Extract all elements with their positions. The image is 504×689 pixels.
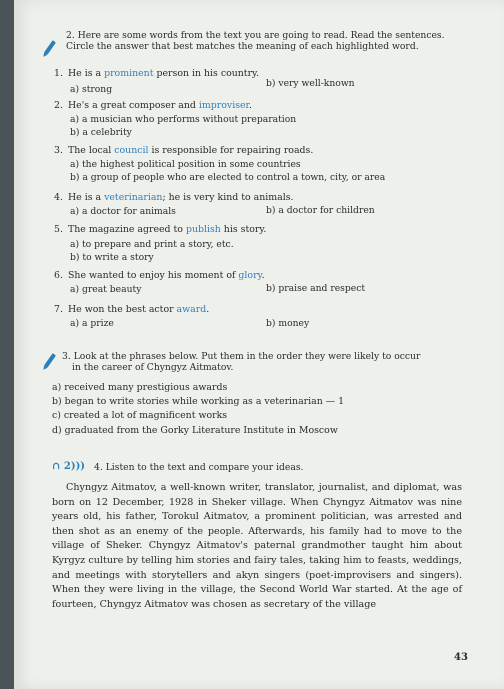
option-b[interactable]: b) a doctor for children <box>266 205 375 216</box>
option-b[interactable]: b) very well-known <box>266 78 355 89</box>
option-a[interactable]: a) a prize <box>70 318 114 329</box>
option-b[interactable]: b) money <box>266 318 310 329</box>
question-6: 6. She wanted to enjoy his moment of glory. <box>54 270 265 281</box>
task3-instruction <box>62 351 482 373</box>
question-5: 5. The magazine agreed to publish his story. <box>54 224 267 235</box>
highlighted-word: glory <box>238 270 262 281</box>
highlighted-word: improviser <box>198 100 250 111</box>
highlighted-word: award <box>176 304 207 315</box>
question-3: 3. The local council is responsible for repairing roads. <box>54 145 314 156</box>
question-7: 7. He won the best actor award. <box>54 304 210 315</box>
pencil-icon <box>44 353 56 368</box>
task3-phrase-list <box>52 381 344 438</box>
task4-number: 4. <box>94 462 103 473</box>
option-b[interactable]: b) a group of people who are elected to control a town, city, or area <box>70 172 386 183</box>
task2-line2: Circle the answer that best matches the meaning of each highlighted word. <box>66 41 419 52</box>
highlighted-word: prominent <box>104 68 154 79</box>
option-b[interactable]: b) praise and respect <box>266 283 366 294</box>
sound-icon: ))) <box>70 461 86 472</box>
phrase-item: d) graduated from the Gorky Literature Institute in Moscow <box>52 424 338 436</box>
headphones-icon: ∩ <box>52 461 61 472</box>
option-a[interactable]: a) a doctor for animals <box>70 206 176 217</box>
phrase-item: b) began to write stories while working as a veterinarian — 1 <box>52 396 345 408</box>
audio-track[interactable] <box>52 461 85 472</box>
audio-track-number: 2 <box>63 461 71 472</box>
task2-line1: Here are some words from the text you are going to read. Read the sentences. <box>77 30 445 41</box>
option-b[interactable]: b) to write a story <box>70 252 154 263</box>
option-a[interactable]: a) strong <box>70 84 113 95</box>
question-4: 4. He is a veterinarian; he is very kind to animals. <box>54 192 294 203</box>
option-a[interactable]: a) a musician who performs without preparation <box>70 114 297 125</box>
option-b[interactable]: b) a celebrity <box>70 127 132 138</box>
highlighted-word: publish <box>185 224 221 235</box>
task2-number: 2. <box>66 30 75 41</box>
task3-number: 3. <box>62 351 71 362</box>
question-1: 1. He is a prominent person in his country. <box>54 68 260 79</box>
option-a[interactable]: a) the highest political position in some countries <box>70 159 301 170</box>
option-a[interactable]: a) to prepare and print a story, etc. <box>70 239 234 250</box>
option-a[interactable]: a) great beauty <box>70 284 142 295</box>
pencil-icon <box>44 40 56 55</box>
phrase-item: c) created a lot of magnificent works <box>52 410 228 422</box>
highlighted-word: veterinarian <box>104 192 163 203</box>
task3-line2: in the career of Chyngyz Aitmatov. <box>72 362 234 373</box>
task4-instruction: 4. Listen to the text and compare your ideas. <box>94 462 304 473</box>
textbook-page <box>14 0 504 689</box>
reading-text: Chyngyz Aitmatov, a well-known writer, translator, journalist, and diplomat, was born on 12 December, 1928 in Sheker village. When Chyngyz Aitmatov was nine years old, his father, Torokul Aitmatov, a prominent politician, was arrested and then shot as an enemy of the people. Afterwards, his family had to move to the village of Sheker. Chyngyz Aitmatov's paternal grandmother taught him about Kyrgyz culture by telling him stories and fairy tales, taking him to feasts, weddings, and meetings with storytellers and akyn singers (poet-improvisers and singers). When they were living in the village, the Second World War started. At the age of fourteen, Chyngyz Aitmatov was chosen as secretary of the village <box>52 482 462 610</box>
page-number: 43 <box>454 652 468 663</box>
highlighted-word: council <box>114 145 149 156</box>
task3-line1: Look at the phrases below. Put them in the order they were likely to occur <box>73 351 421 362</box>
phrase-item: a) received many prestigious awards <box>52 382 228 393</box>
task2-instruction <box>66 30 482 52</box>
question-2: 2. He's a great composer and improviser. <box>54 100 252 111</box>
